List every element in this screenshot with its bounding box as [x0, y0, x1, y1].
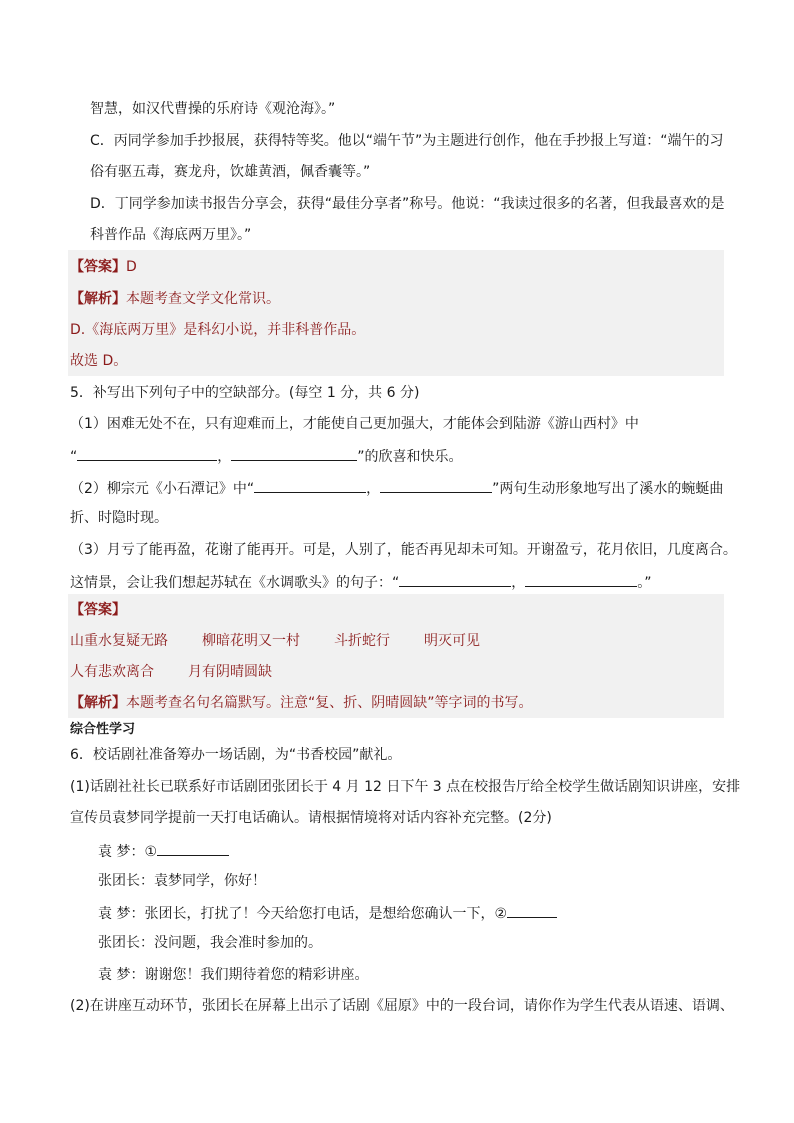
- answer-item: 山重水复疑无路: [70, 633, 168, 649]
- analysis-q5: [70, 694, 533, 712]
- q5-item1-line2: “ ， ”的欣喜和快乐。: [70, 446, 463, 466]
- q5-item1-line1: （1）困难无处不在，只有迎难而上，才能使自己更加强大，才能体会到陆游《游山西村》中: [70, 416, 639, 432]
- conclusion-q4: 故选 D。: [70, 353, 128, 369]
- dialogue-1: 袁 梦：①: [98, 841, 229, 861]
- dialogue-4: 张团长：没问题，我会准时参加的。: [98, 935, 322, 951]
- answer-value: D: [126, 259, 137, 275]
- option-b-continuation: 智慧，如汉代曹操的乐府诗《观沧海》。”: [90, 101, 336, 117]
- q5-item2-line1: （2）柳宗元《小石潭记》中“ ， ”两句生动形象地写出了溪水的蜿蜒曲: [70, 478, 723, 498]
- dialogue-3: 袁 梦：张团长，打扰了！今天给您打电话，是想给您确认一下，②: [98, 903, 557, 923]
- analysis-text: 本题考查名句名篇默写。注意“复、折、阴晴圆缺”等字词的书写。: [126, 695, 533, 711]
- q6-title: 6．校话剧社准备筹办一场话剧，为“书香校园”献礼。: [70, 747, 402, 763]
- q5-item3-line1: （3）月亏了能再盈，花谢了能再开。可是，人别了，能否再见却未可知。开谢盈亏，花月依旧，几度离合。: [70, 542, 737, 558]
- circled-1-marker: ①: [144, 844, 158, 860]
- answer-tag: 【答案】: [70, 259, 126, 275]
- section-heading: 综合性学习: [70, 722, 136, 737]
- blank-2[interactable]: [231, 446, 357, 461]
- option-d-line1: D．丁同学参加读书报告分享会，获得“最佳分享者”称号。他说：“我读过很多的名著，但我最喜欢的是: [90, 196, 725, 212]
- analysis-tag: 【解析】: [70, 291, 126, 307]
- blank-dialogue-2[interactable]: [507, 903, 557, 918]
- answer-box-q4: [68, 250, 724, 376]
- q6-part1-line2: 宣传员袁梦同学提前一天打电话确认。请根据情境将对话内容补充完整。(2分): [70, 810, 552, 826]
- circled-2-marker: ②: [494, 906, 508, 922]
- answers-row1: [70, 632, 480, 650]
- answer-item: 月有阴晴圆缺: [188, 664, 272, 680]
- q5-item2-line2: 折、时隐时现。: [70, 510, 168, 526]
- q5-item3-line2: 这情景，会让我们想起苏轼在《水调歌头》的句子：“ ， 。”: [70, 572, 652, 592]
- q5-title: 5．补写出下列句子中的空缺部分。(每空 1 分，共 6 分): [70, 385, 420, 401]
- answers-row2: [70, 663, 272, 681]
- blank-3[interactable]: [254, 478, 366, 493]
- analysis-detail-q4: D.《海底两万里》是科幻小说，并非科普作品。: [70, 322, 366, 338]
- option-d-line2: 科普作品《海底两万里》。”: [90, 227, 252, 243]
- answer-item: 人有悲欢离合: [70, 664, 154, 680]
- analysis-q4: [70, 290, 280, 308]
- blank-dialogue-1[interactable]: [157, 841, 229, 856]
- option-c-line1: C．丙同学参加手抄报展，获得特等奖。他以“端午节”为主题进行创作，他在手抄报上写道：“端午的习: [90, 133, 724, 149]
- q6-part2-line1: (2)在讲座互动环节，张团长在屏幕上出示了话剧《屈原》中的一段台词，请你作为学生代表从语速、语调、: [70, 998, 734, 1014]
- analysis-tag: 【解析】: [70, 695, 126, 711]
- q6-part1-line1: (1)话剧社社长已联系好市话剧团张团长于 4 月 12 日下午 3 点在校报告厅给全校学生做话剧知识讲座，安排: [70, 779, 741, 795]
- blank-5[interactable]: [399, 572, 511, 587]
- analysis-text: 本题考查文学文化常识。: [126, 291, 280, 307]
- answer-item: 斗折蛇行: [334, 633, 390, 649]
- blank-6[interactable]: [525, 572, 637, 587]
- answer-label-q4: [70, 258, 137, 276]
- blank-4[interactable]: [380, 478, 492, 493]
- blank-1[interactable]: [77, 446, 217, 461]
- answer-item: 明灭可见: [424, 633, 480, 649]
- answer-tag-q5: 【答案】: [70, 602, 126, 618]
- dialogue-5: 袁 梦：谢谢您！我们期待着您的精彩讲座。: [98, 967, 369, 983]
- option-c-line2: 俗有驱五毒，赛龙舟，饮雄黄酒，佩香囊等。”: [90, 164, 371, 180]
- answer-item: 柳暗花明又一村: [202, 633, 300, 649]
- dialogue-2: 张团长：袁梦同学，你好！: [98, 873, 266, 889]
